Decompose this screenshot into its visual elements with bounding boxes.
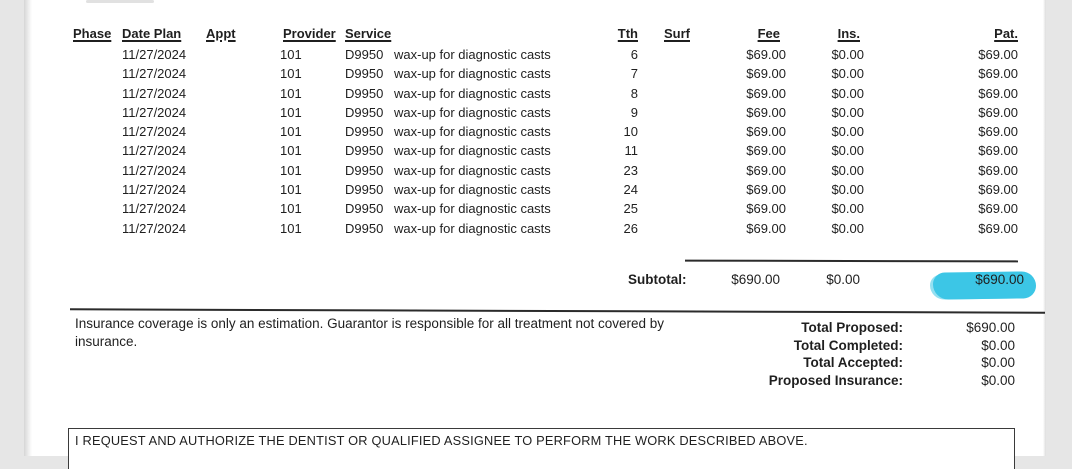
cell-tooth-number: 25 bbox=[623, 201, 638, 217]
cell-patient: $69.00 bbox=[978, 143, 1018, 159]
cell-tooth-number: 24 bbox=[623, 182, 638, 198]
cell-provider: 101 bbox=[280, 201, 302, 217]
table-row bbox=[0, 124, 1072, 143]
total-row bbox=[0, 355, 1072, 373]
cell-service-description: wax-up for diagnostic casts bbox=[394, 124, 551, 140]
cell-service-description: wax-up for diagnostic casts bbox=[394, 143, 551, 159]
insurance-disclaimer-text: Insurance coverage is only an estimation. Guarantor is responsible for all treatment not covered by insurance. bbox=[75, 316, 665, 349]
cell-tooth-number: 7 bbox=[630, 66, 638, 82]
total-value: $0.00 bbox=[981, 372, 1015, 388]
cell-service-description: wax-up for diagnostic casts bbox=[394, 47, 551, 62]
total-label: Total Proposed: bbox=[801, 320, 903, 335]
table-row bbox=[0, 201, 1072, 220]
cell-service-description: wax-up for diagnostic casts bbox=[394, 104, 551, 120]
cell-provider: 101 bbox=[280, 124, 302, 140]
column-header-service: Service bbox=[345, 26, 392, 41]
cell-date-plan: 11/27/2024 bbox=[122, 201, 187, 217]
total-label: Total Accepted: bbox=[803, 355, 903, 371]
cell-insurance: $0.00 bbox=[831, 143, 864, 159]
cell-fee: $69.00 bbox=[746, 143, 786, 159]
cell-provider: 101 bbox=[280, 220, 302, 236]
cell-service-code: D9950 bbox=[345, 104, 384, 120]
cell-date-plan: 11/27/2024 bbox=[122, 85, 187, 101]
table-row bbox=[0, 143, 1072, 162]
cell-insurance: $0.00 bbox=[831, 47, 864, 62]
totals-summary bbox=[0, 320, 1072, 390]
column-header-tth: Tth bbox=[617, 26, 638, 41]
table-row bbox=[0, 221, 1072, 240]
cell-insurance: $0.00 bbox=[831, 220, 864, 236]
cell-tooth-number: 26 bbox=[623, 220, 638, 236]
cell-insurance: $0.00 bbox=[831, 85, 864, 101]
cell-service-code: D9950 bbox=[345, 220, 384, 236]
cell-provider: 101 bbox=[280, 182, 302, 198]
cell-date-plan: 11/27/2024 bbox=[122, 162, 187, 178]
cell-service-description: wax-up for diagnostic casts bbox=[394, 182, 551, 198]
cell-fee: $69.00 bbox=[746, 85, 786, 101]
cell-patient: $69.00 bbox=[978, 66, 1018, 82]
table-row bbox=[0, 66, 1072, 85]
column-header-date-plan: Date Plan bbox=[122, 26, 182, 41]
cell-fee: $69.00 bbox=[746, 104, 786, 120]
cell-service-description: wax-up for diagnostic casts bbox=[394, 201, 551, 217]
cell-service-code: D9950 bbox=[345, 124, 384, 140]
total-row bbox=[0, 373, 1072, 391]
cell-date-plan: 11/27/2024 bbox=[122, 124, 187, 140]
cell-insurance: $0.00 bbox=[831, 66, 864, 82]
cell-service-description: wax-up for diagnostic casts bbox=[394, 220, 551, 236]
cell-date-plan: 11/27/2024 bbox=[122, 143, 187, 159]
authorization-statement: I REQUEST AND AUTHORIZE THE DENTIST OR QUALIFIED ASSIGNEE TO PERFORM THE WORK DESCRIBED ABOVE. bbox=[75, 433, 808, 448]
cell-provider: 101 bbox=[280, 47, 302, 62]
total-row bbox=[0, 320, 1072, 338]
subtotal-patient-highlighted: $690.00 bbox=[975, 272, 1024, 287]
cell-insurance: $0.00 bbox=[831, 201, 864, 217]
cell-provider: 101 bbox=[280, 162, 302, 178]
cell-tooth-number: 9 bbox=[630, 104, 638, 120]
table-header-row bbox=[0, 26, 1072, 42]
cell-fee: $69.00 bbox=[746, 162, 786, 178]
cell-patient: $69.00 bbox=[978, 85, 1018, 101]
total-value: $690.00 bbox=[966, 320, 1015, 335]
cell-fee: $69.00 bbox=[746, 201, 786, 217]
cell-service-code: D9950 bbox=[345, 47, 384, 62]
authorization-box bbox=[68, 428, 1015, 469]
table-row bbox=[0, 163, 1072, 182]
subtotal-label: Subtotal: bbox=[628, 272, 687, 287]
cell-patient: $69.00 bbox=[978, 124, 1018, 140]
table-row bbox=[0, 47, 1072, 66]
table-row bbox=[0, 182, 1072, 201]
cell-service-description: wax-up for diagnostic casts bbox=[394, 66, 551, 82]
cell-service-code: D9950 bbox=[345, 85, 384, 101]
cell-tooth-number: 10 bbox=[623, 124, 638, 140]
table-body bbox=[0, 47, 1072, 240]
cell-fee: $69.00 bbox=[746, 124, 786, 140]
cell-provider: 101 bbox=[280, 85, 302, 101]
cell-patient: $69.00 bbox=[978, 201, 1018, 217]
cell-tooth-number: 8 bbox=[630, 85, 638, 101]
cell-date-plan: 11/27/2024 bbox=[122, 220, 187, 236]
column-header-ins: Ins. bbox=[837, 26, 860, 41]
cell-service-code: D9950 bbox=[345, 66, 384, 82]
subtotal-insurance: $0.00 bbox=[826, 272, 860, 287]
cell-service-code: D9950 bbox=[345, 143, 384, 159]
cropped-text-remnant bbox=[86, 0, 154, 3]
cell-insurance: $0.00 bbox=[831, 182, 864, 198]
cell-patient: $69.00 bbox=[978, 162, 1018, 178]
cell-insurance: $0.00 bbox=[831, 162, 864, 178]
column-header-pat: Pat. bbox=[994, 26, 1018, 41]
cell-service-code: D9950 bbox=[345, 182, 384, 198]
cell-tooth-number: 6 bbox=[630, 47, 638, 62]
cell-service-code: D9950 bbox=[345, 162, 384, 178]
cell-patient: $69.00 bbox=[978, 182, 1018, 198]
cell-fee: $69.00 bbox=[746, 47, 786, 62]
cell-fee: $69.00 bbox=[746, 66, 786, 82]
cell-insurance: $0.00 bbox=[831, 124, 864, 140]
table-row bbox=[0, 86, 1072, 105]
cell-tooth-number: 11 bbox=[624, 143, 638, 159]
cell-patient: $69.00 bbox=[978, 47, 1018, 62]
cell-fee: $69.00 bbox=[746, 182, 786, 198]
subtotal-row bbox=[0, 269, 1072, 295]
cell-date-plan: 11/27/2024 bbox=[122, 47, 187, 62]
cell-service-description: wax-up for diagnostic casts bbox=[394, 162, 551, 178]
cell-service-description: wax-up for diagnostic casts bbox=[394, 85, 551, 101]
cell-service-code: D9950 bbox=[345, 201, 384, 217]
table-row bbox=[0, 105, 1072, 124]
cell-date-plan: 11/27/2024 bbox=[122, 104, 187, 120]
cell-patient: $69.00 bbox=[978, 220, 1018, 236]
total-row bbox=[0, 338, 1072, 356]
cell-insurance: $0.00 bbox=[831, 104, 864, 120]
subtotal-fee: $690.00 bbox=[731, 272, 780, 287]
cell-fee: $69.00 bbox=[746, 220, 786, 236]
cell-provider: 101 bbox=[280, 143, 302, 159]
cell-date-plan: 11/27/2024 bbox=[122, 66, 187, 82]
total-label: Proposed Insurance: bbox=[768, 372, 903, 388]
column-header-provider: Provider bbox=[283, 26, 336, 41]
cell-provider: 101 bbox=[280, 104, 302, 120]
cell-provider: 101 bbox=[280, 66, 302, 82]
total-value: $0.00 bbox=[981, 355, 1015, 371]
column-header-appt: Appt bbox=[206, 26, 236, 41]
column-header-surf: Surf bbox=[664, 26, 690, 41]
column-header-phase: Phase bbox=[73, 26, 112, 41]
total-label: Total Completed: bbox=[793, 337, 903, 353]
cell-patient: $69.00 bbox=[978, 104, 1018, 120]
total-value: $0.00 bbox=[981, 337, 1015, 353]
cell-tooth-number: 23 bbox=[623, 162, 638, 178]
cell-date-plan: 11/27/2024 bbox=[122, 182, 187, 198]
column-header-fee: Fee bbox=[757, 26, 780, 41]
